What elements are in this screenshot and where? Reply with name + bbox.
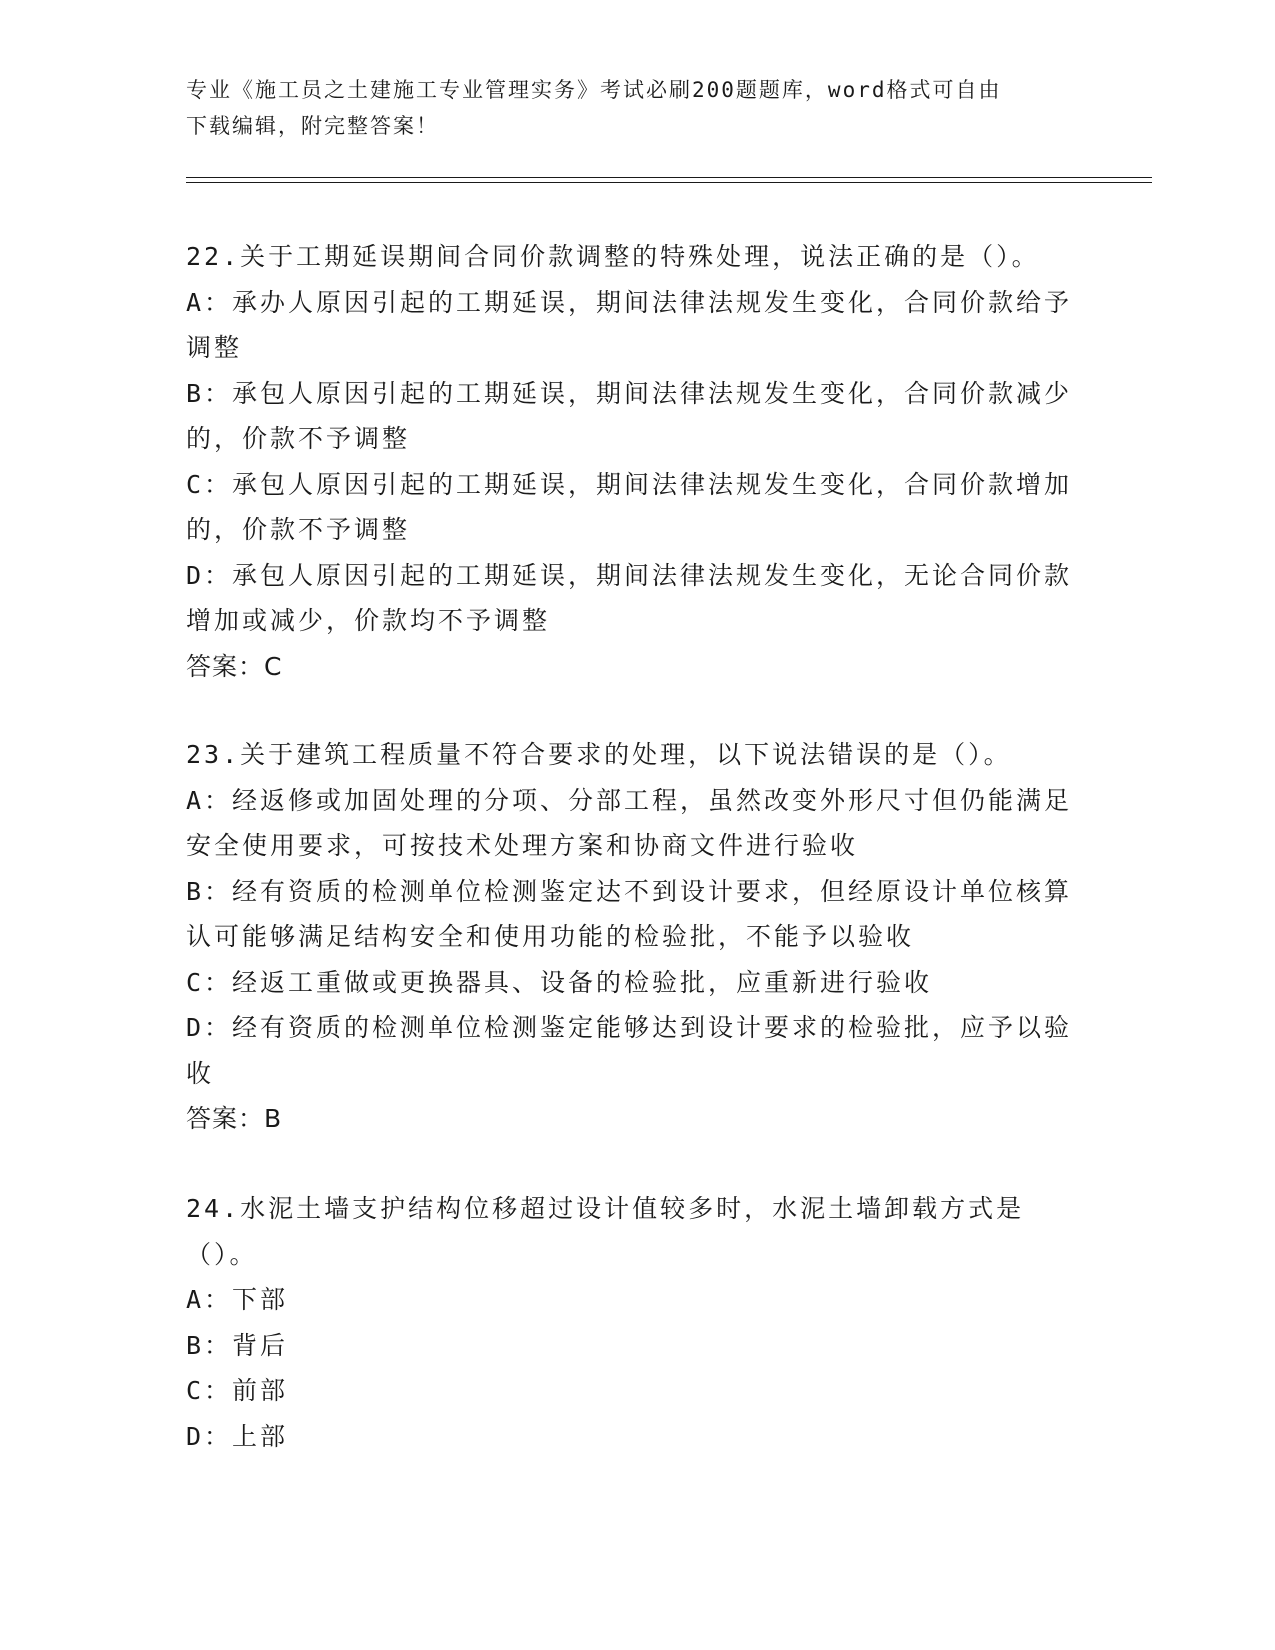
header-divider-bottom <box>186 182 1152 183</box>
option-c: C：经返工重做或更换器具、设备的检验批，应重新进行验收 <box>186 967 933 997</box>
answer-line: 答案：C <box>186 651 283 681</box>
question-stem: 22.关于工期延误期间合同价款调整的特殊处理，说法正确的是（）。 <box>186 242 1040 271</box>
option-d: D：经有资质的检测单位检测鉴定能够达到设计要求的检验批，应予以验收 <box>186 1013 1073 1088</box>
option-c: C：承包人原因引起的工期延误，期间法律法规发生变化，合同价款增加的，价款不予调整 <box>186 469 1073 544</box>
option-d: D：上部 <box>186 1421 289 1451</box>
option-d: D：承包人原因引起的工期延误，期间法律法规发生变化，无论合同价款增加或减少，价款均不予调整 <box>186 560 1073 635</box>
question-stem: 24.水泥土墙支护结构位移超过设计值较多时，水泥土墙卸载方式是（）。 <box>186 1194 1025 1269</box>
header-line-1: 专业《施工员之土建施工专业管理实务》考试必刷200题题库，word格式可自由 <box>186 78 1002 102</box>
option-a: A：下部 <box>186 1285 289 1314</box>
question-22 <box>186 234 1076 689</box>
option-b: B：背后 <box>186 1330 289 1360</box>
option-a: A：经返修或加固处理的分项、分部工程，虽然改变外形尺寸但仍能满足安全使用要求，可按技术处理方案和协商文件进行验收 <box>186 785 1073 860</box>
question-stem: 23.关于建筑工程质量不符合要求的处理，以下说法错误的是（）。 <box>186 740 1012 769</box>
option-b: B：承包人原因引起的工期延误，期间法律法规发生变化，合同价款减少的，价款不予调整 <box>186 378 1073 453</box>
question-23 <box>186 732 1076 1142</box>
option-c: C：前部 <box>186 1376 289 1405</box>
option-b: B：经有资质的检测单位检测鉴定达不到设计要求，但经原设计单位核算认可能够满足结构安全和使用功能的检验批，不能予以验收 <box>186 876 1073 951</box>
document-header <box>186 72 1066 144</box>
option-a: A：承办人原因引起的工期延误，期间法律法规发生变化，合同价款给予调整 <box>186 287 1073 362</box>
header-line-2: 下载编辑，附完整答案！ <box>186 114 439 138</box>
answer-line: 答案：B <box>186 1104 283 1133</box>
header-divider-top <box>186 177 1152 178</box>
question-24 <box>186 1186 1076 1459</box>
